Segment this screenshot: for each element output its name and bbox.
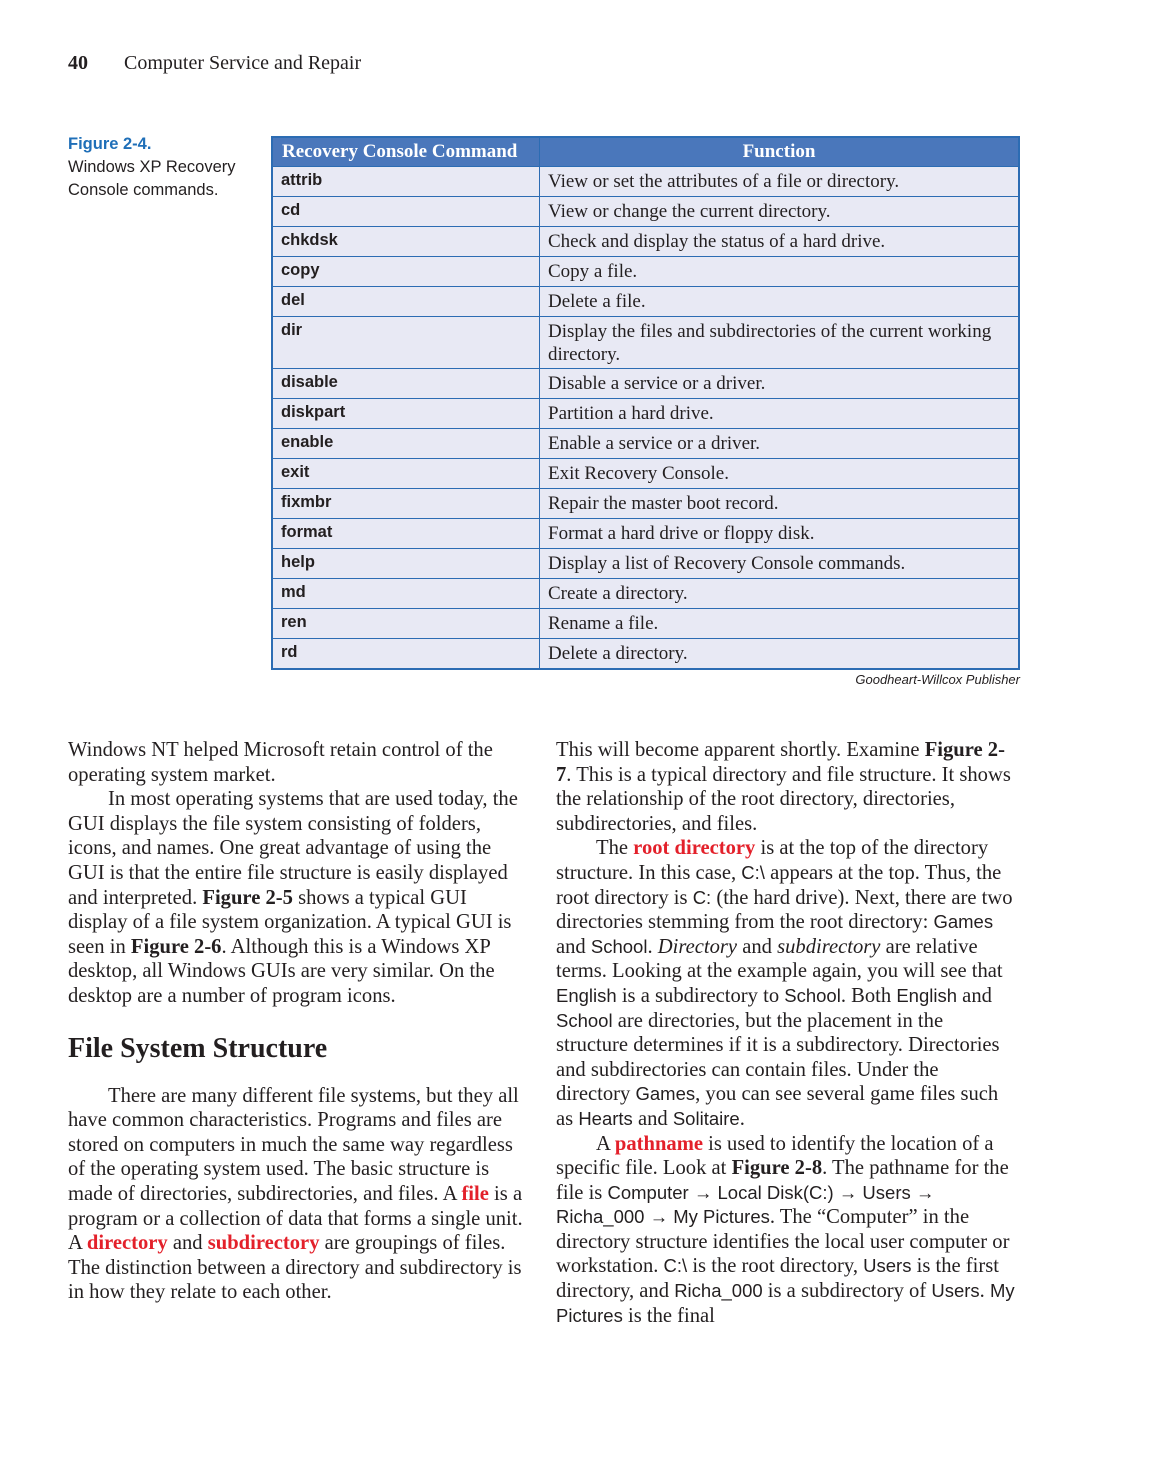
table-row [272, 287, 1019, 317]
keyword-term: root directory [633, 837, 756, 860]
path-term: English [556, 984, 617, 1006]
table-row [272, 197, 1019, 227]
page-number: 40 [68, 52, 88, 74]
path-term: C: [692, 886, 712, 908]
text: and [632, 1107, 673, 1130]
path-term: School [556, 1009, 613, 1031]
text: is used to identify the location of a specific file. Look at [556, 1132, 994, 1180]
function-cell: Exit Recovery Console. [540, 459, 1020, 489]
paragraph [556, 738, 1016, 836]
keyword-term: file [461, 1182, 489, 1205]
table-row [272, 429, 1019, 459]
path-term: School [784, 984, 841, 1006]
text: . [979, 1280, 990, 1303]
table-row [272, 639, 1019, 670]
function-cell: Repair the master boot record. [540, 489, 1020, 519]
figure-caption-text: Windows XP Recovery Console commands. [68, 158, 236, 199]
function-cell: Enable a service or a driver. [540, 429, 1020, 459]
text: shows a typical GUI display of a file system organization. A typical GUI is seen in [68, 886, 512, 958]
function-cell: Partition a hard drive. [540, 399, 1020, 429]
command-cell: chkdsk [272, 227, 540, 257]
command-cell: disable [272, 369, 540, 399]
path-term: C:\ [663, 1255, 688, 1277]
command-cell: help [272, 549, 540, 579]
table-row [272, 459, 1019, 489]
text: and [957, 984, 992, 1007]
text: is at the top of the directory structure. In this case, [556, 837, 989, 884]
figure-reference: Figure 2-6 [130, 935, 222, 958]
command-cell: md [272, 579, 540, 609]
text: is a subdirectory of [762, 1280, 932, 1303]
text: is the root directory, [687, 1255, 864, 1278]
table-row [272, 317, 1019, 369]
function-cell: Copy a file. [540, 257, 1020, 287]
keyword-term: pathname [614, 1132, 703, 1155]
text: . Both [840, 984, 897, 1007]
table-body [272, 167, 1019, 670]
running-head [68, 52, 361, 75]
figure-reference: Figure 2-7 [556, 739, 1005, 786]
table-row [272, 489, 1019, 519]
table-row [272, 519, 1019, 549]
right-column [556, 738, 1016, 1328]
path-term: Games [933, 911, 994, 933]
text: is a subdirectory to [616, 984, 785, 1007]
text: . The “Computer” in the directory structure identifies the local user computer or workstation. [556, 1206, 1010, 1278]
italic-term: subdirectory [777, 935, 881, 958]
table-row [272, 369, 1019, 399]
path-term: Richa_000 [674, 1280, 763, 1302]
figure-reference: Figure 2-5 [202, 886, 293, 909]
function-cell: Check and display the status of a hard drive. [540, 227, 1020, 257]
table-row [272, 257, 1019, 287]
table-row [272, 609, 1019, 639]
command-cell: copy [272, 257, 540, 287]
text: There are many different file systems, but they all have common characteristics. Programs and files are stored on computers in much the same way regardless of the operating system used. The basic structure is made of directories, subdirectories, and files. A [68, 1084, 519, 1205]
command-cell: format [272, 519, 540, 549]
text: are groupings of files. The distinction between a directory and subdirectory is in how they relate to each other. [68, 1232, 522, 1304]
text: appears at the top. Thus, the root directory is [556, 861, 1002, 909]
recovery-console-table [271, 136, 1020, 670]
command-cell: ren [272, 609, 540, 639]
recovery-console-table-wrap [271, 136, 1020, 670]
figure-credit: Goodheart-Willcox Publisher [855, 672, 1020, 687]
command-cell: diskpart [272, 399, 540, 429]
path-term: Users [931, 1280, 980, 1302]
function-cell: Display a list of Recovery Console commands. [540, 549, 1020, 579]
text: . Although this is a Windows XP desktop, all Windows GUIs are very similar. On the desktop are a number of program icons. [68, 935, 495, 1007]
column-header-command: Recovery Console Command [272, 137, 540, 167]
table-row [272, 549, 1019, 579]
text: , you can see several game files such as [556, 1083, 999, 1130]
section-heading: File System Structure [68, 1032, 328, 1064]
figure-caption [68, 133, 258, 202]
path-term: My Pictures [556, 1280, 1015, 1326]
path-term: C:\ [741, 861, 765, 883]
command-cell: attrib [272, 167, 540, 197]
function-cell: Delete a file. [540, 287, 1020, 317]
text: . [647, 935, 658, 958]
figure-reference: Figure 2-8 [731, 1157, 823, 1180]
path-term: School [590, 935, 648, 957]
text: . [739, 1107, 745, 1130]
function-cell: Create a directory. [540, 579, 1020, 609]
text: and [737, 935, 778, 958]
paragraph [556, 836, 1016, 1131]
column-header-function: Function [540, 137, 1020, 167]
command-cell: dir [272, 317, 540, 369]
paragraph [556, 1132, 1016, 1329]
path-term: English [896, 984, 958, 1006]
command-cell: cd [272, 197, 540, 227]
table-header-row [272, 137, 1019, 167]
text: is a program or a collection of data that forms a single unit. A [68, 1182, 523, 1255]
command-cell: exit [272, 459, 540, 489]
function-cell: View or set the attributes of a file or directory. [540, 167, 1020, 197]
path-term: Games [635, 1083, 696, 1105]
book-title: Computer Service and Repair [124, 52, 362, 74]
path-term: Users [863, 1255, 912, 1277]
text: are directories, but the placement in the structure determines if it is a subdirectory. Directories and subdirectories can contain files. Under the directory [556, 1009, 1000, 1106]
text: is the final [622, 1304, 715, 1327]
keyword-term: directory [86, 1232, 168, 1255]
text: In most operating systems that are used today, the GUI displays the file system consisting of folders, icons, and names. One great advantage of using the GUI is that the entire file structure is easily displayed and interpreted. [68, 788, 518, 909]
table-row [272, 227, 1019, 257]
function-cell: Disable a service or a driver. [540, 369, 1020, 399]
function-cell: View or change the current directory. [540, 197, 1020, 227]
text: A [596, 1132, 615, 1155]
function-cell: Delete a directory. [540, 639, 1020, 670]
table-row [272, 167, 1019, 197]
text: (the hard drive). Next, there are two directories stemming from the root directory: [556, 886, 1013, 934]
command-cell: fixmbr [272, 489, 540, 519]
italic-term: Directory [657, 935, 738, 958]
paragraph: Windows NT helped Microsoft retain control of the operating system market. [68, 739, 493, 786]
paragraph [68, 1084, 524, 1305]
function-cell: Display the files and subdirectories of the current working directory. [540, 317, 1020, 369]
text: . The pathname for the file is [556, 1157, 1009, 1204]
command-cell: enable [272, 429, 540, 459]
keyword-term: subdirectory [207, 1232, 320, 1255]
table-row [272, 579, 1019, 609]
text: This will become apparent shortly. Examine [556, 739, 925, 761]
command-cell: del [272, 287, 540, 317]
function-cell: Format a hard drive or floppy disk. [540, 519, 1020, 549]
text: and [556, 935, 591, 958]
text: are relative terms. Looking at the example again, you will see that [556, 935, 1003, 983]
text: is the first directory, and [556, 1255, 999, 1303]
table-row [272, 399, 1019, 429]
text: and [167, 1232, 208, 1255]
figure-label: Figure 2-4. [68, 135, 152, 153]
command-cell: rd [272, 639, 540, 670]
path-term: Hearts [578, 1107, 633, 1129]
path-term: Solitaire [672, 1107, 740, 1129]
pathname-example: Computer → Local Disk(C:) → Users → Richa_000 → My Pictures [556, 1181, 935, 1228]
function-cell: Rename a file. [540, 609, 1020, 639]
left-column [68, 738, 524, 1305]
text: The [596, 837, 634, 860]
paragraph [68, 787, 524, 1008]
text: . This is a typical directory and file structure. It shows the relationship of the root directory, directories, subdirectories, and files. [556, 763, 1011, 835]
